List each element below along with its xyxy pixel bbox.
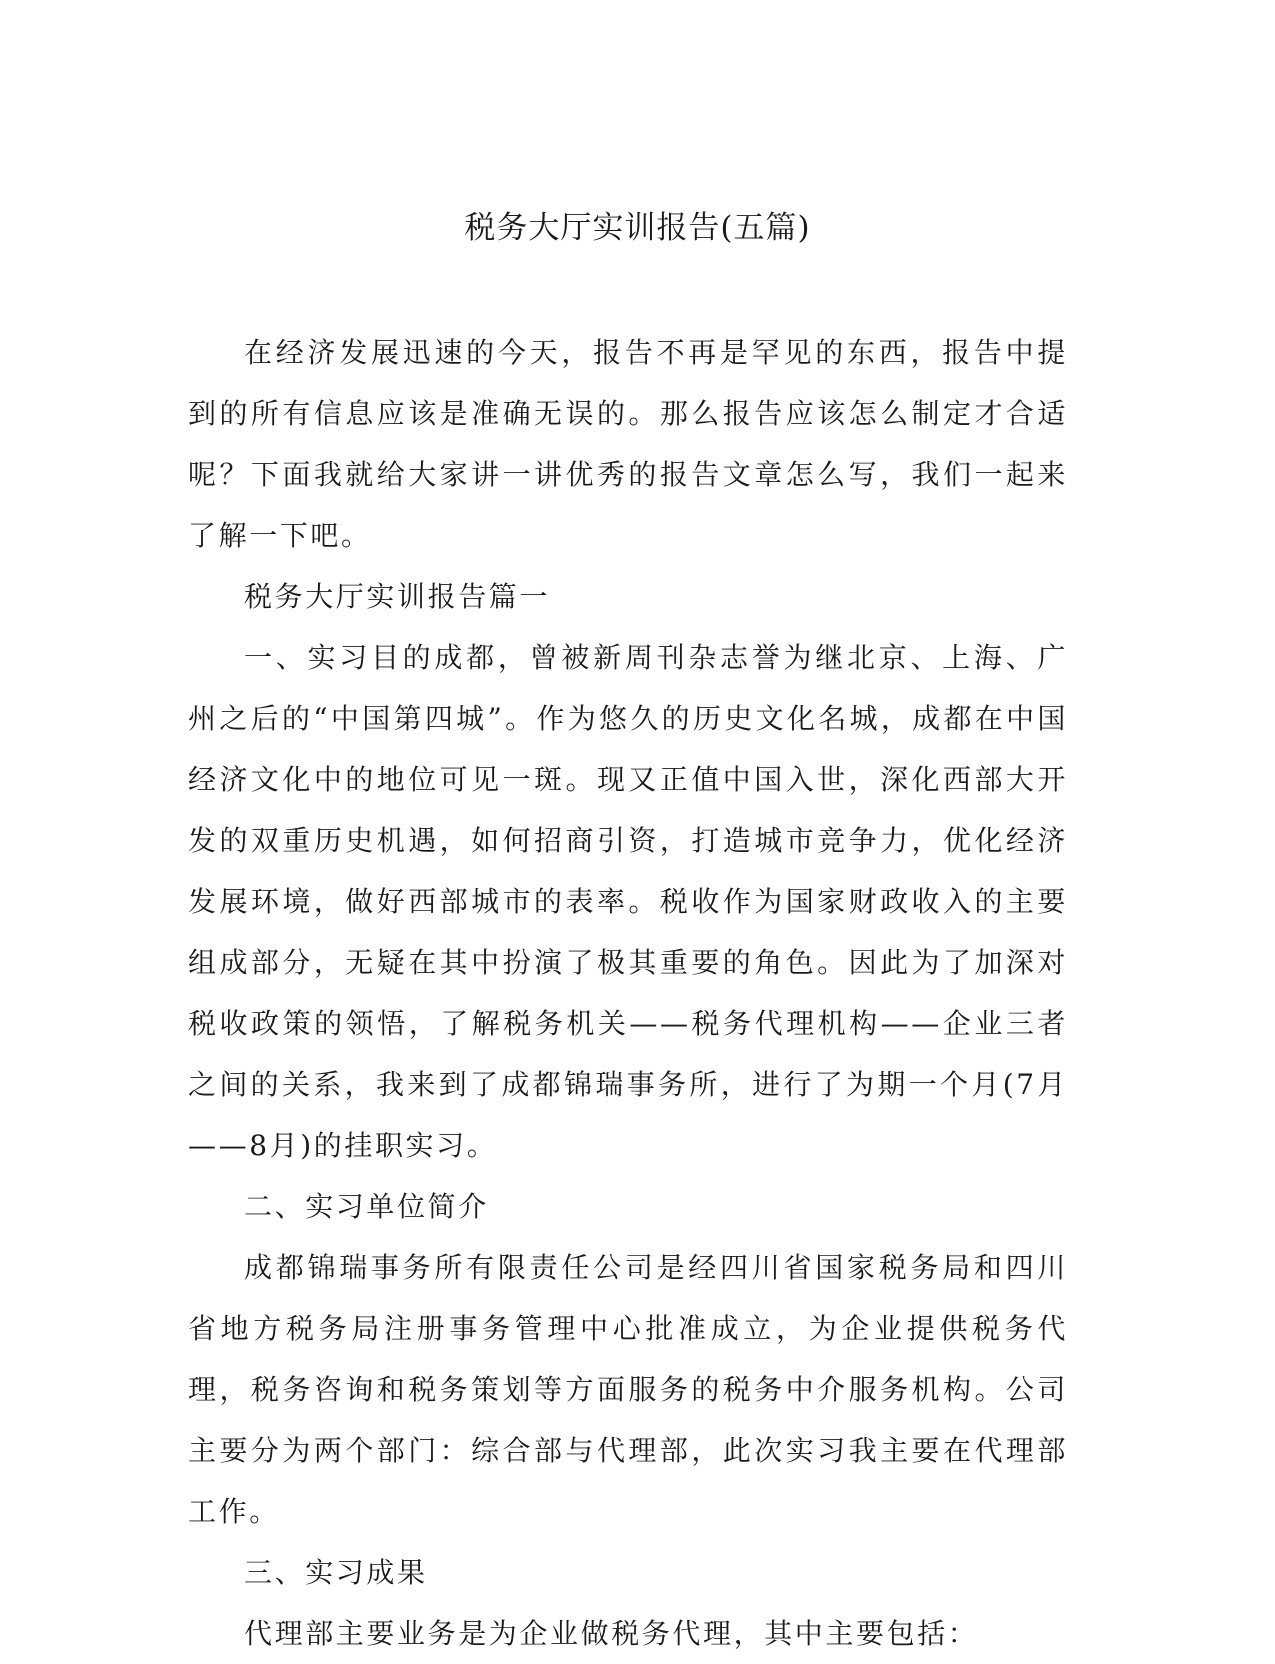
section-heading-part-one: 税务大厅实训报告篇一: [244, 580, 551, 613]
section-heading-unit-intro: 二、实习单位简介: [244, 1190, 489, 1223]
document-title: 税务大厅实训报告(五篇): [464, 210, 811, 246]
document-body: [188, 322, 1068, 1664]
intro-paragraph: 在经济发展迅速的今天，报告不再是罕见的东西，报告中提到的所有信息应该是准确无误的。那么报告应该怎么制定才合适呢？下面我就给大家讲一讲优秀的报告文章怎么写，我们一起来了解一下吧。: [188, 336, 1068, 552]
results-paragraph: 代理部主要业务是为企业做税务代理，其中主要包括：: [244, 1617, 979, 1650]
unit-intro-paragraph: 成都锦瑞事务所有限责任公司是经四川省国家税务局和四川省地方税务局注册事务管理中心批准成立，为企业提供税务代理，税务咨询和税务策划等方面服务的税务中介服务机构。公司主要分为两个部门：综合部与代理部，此次实习我主要在代理部工作。: [188, 1251, 1068, 1528]
section-heading-results: 三、实习成果: [244, 1556, 428, 1589]
internship-purpose-paragraph: 一、实习目的成都，曾被新周刊杂志誉为继北京、上海、广州之后的“中国第四城”。作为悠久的历史文化名城，成都在中国经济文化中的地位可见一斑。现又正值中国入世，深化西部大开发的双重历史机遇，如何招商引资，打造城市竞争力，优化经济发展环境，做好西部城市的表率。税收作为国家财政收入的主要组成部分，无疑在其中扮演了极其重要的角色。因此为了加深对税收政策的领悟，了解税务机关——税务代理机构——企业三者之间的关系，我来到了成都锦瑞事务所，进行了为期一个月(7月——8月)的挂职实习。: [188, 641, 1068, 1162]
